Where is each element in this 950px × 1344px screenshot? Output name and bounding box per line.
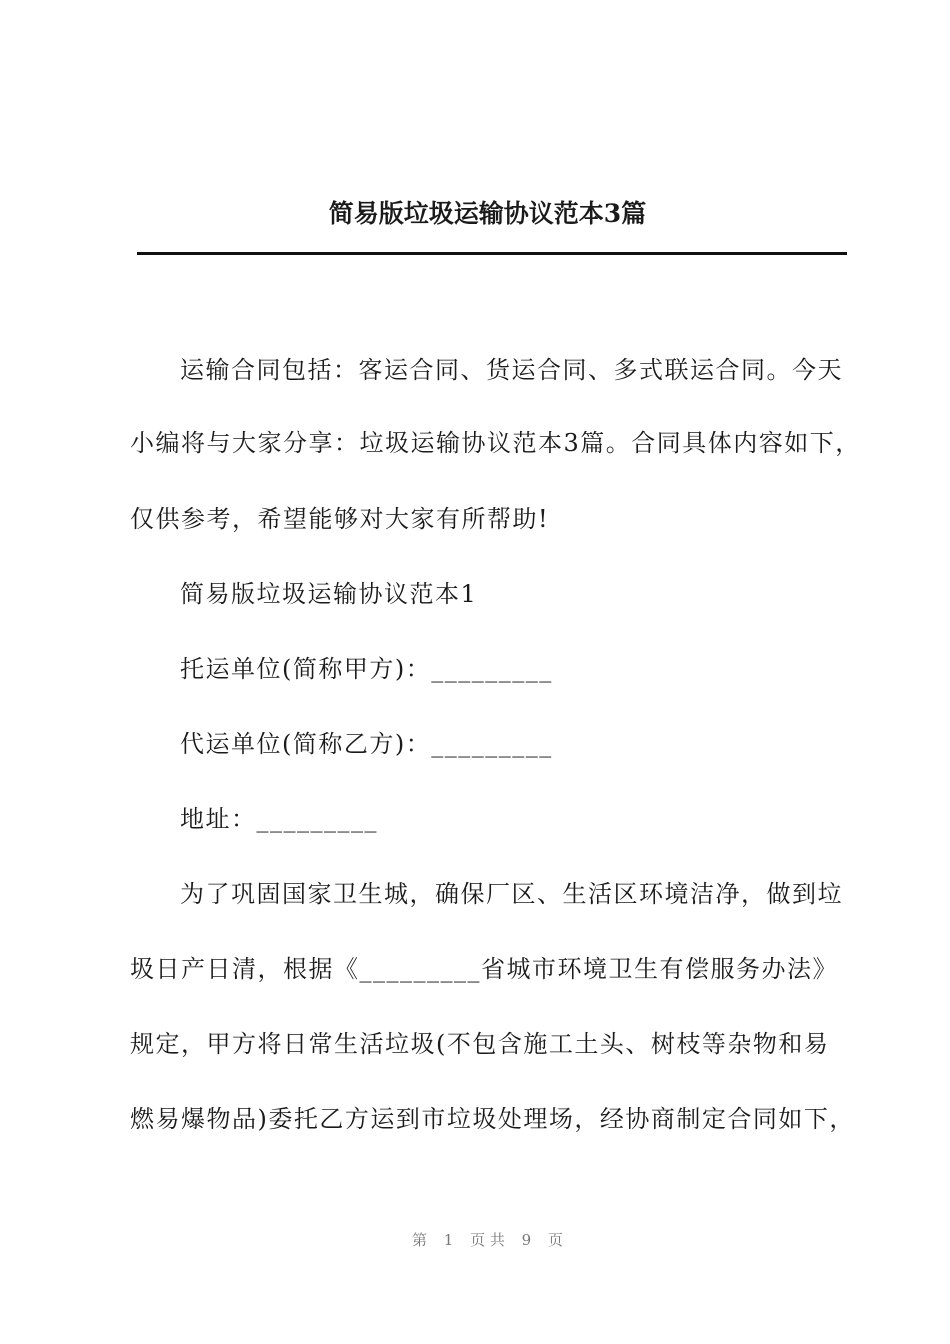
paragraph-line: 仅供参考，希望能够对大家有所帮助! — [130, 505, 550, 533]
paragraph-line: 小编将与大家分享：垃圾运输协议范本3篇。合同具体内容如下， — [130, 429, 861, 457]
carrier-field: 代运单位(简称乙方)：_________ — [180, 730, 553, 758]
footer-prefix: 第 — [411, 1231, 427, 1249]
paragraph-line: 为了巩固国家卫生城，确保厂区、生活区环境洁净，做到垃 — [180, 880, 843, 908]
section-heading: 简易版垃圾运输协议范本1 — [180, 580, 478, 608]
footer-total-pages: 9 — [521, 1231, 532, 1249]
paragraph-line: 燃易爆物品)委托乙方运到市垃圾处理场，经协商制定合同如下， — [130, 1105, 855, 1133]
page-title: 简易版垃圾运输协议范本3篇 — [328, 199, 647, 228]
page-footer — [0, 1229, 950, 1250]
paragraph-line: 规定，甲方将日常生活垃圾(不包含施工土头、树枝等杂物和易 — [130, 1030, 830, 1058]
paragraph-line: 运输合同包括：客运合同、货运合同、多式联运合同。今天 — [180, 356, 843, 384]
footer-suffix: 页 — [548, 1231, 564, 1249]
paragraph-line: 圾日产日清，根据《_________省城市环境卫生有偿服务办法》 — [130, 955, 838, 983]
footer-middle: 页 共 — [470, 1231, 505, 1249]
consignor-field: 托运单位(简称甲方)：_________ — [180, 655, 553, 683]
title-divider — [137, 252, 847, 255]
address-field: 地址：_________ — [180, 805, 378, 833]
footer-page-number: 1 — [443, 1231, 454, 1249]
